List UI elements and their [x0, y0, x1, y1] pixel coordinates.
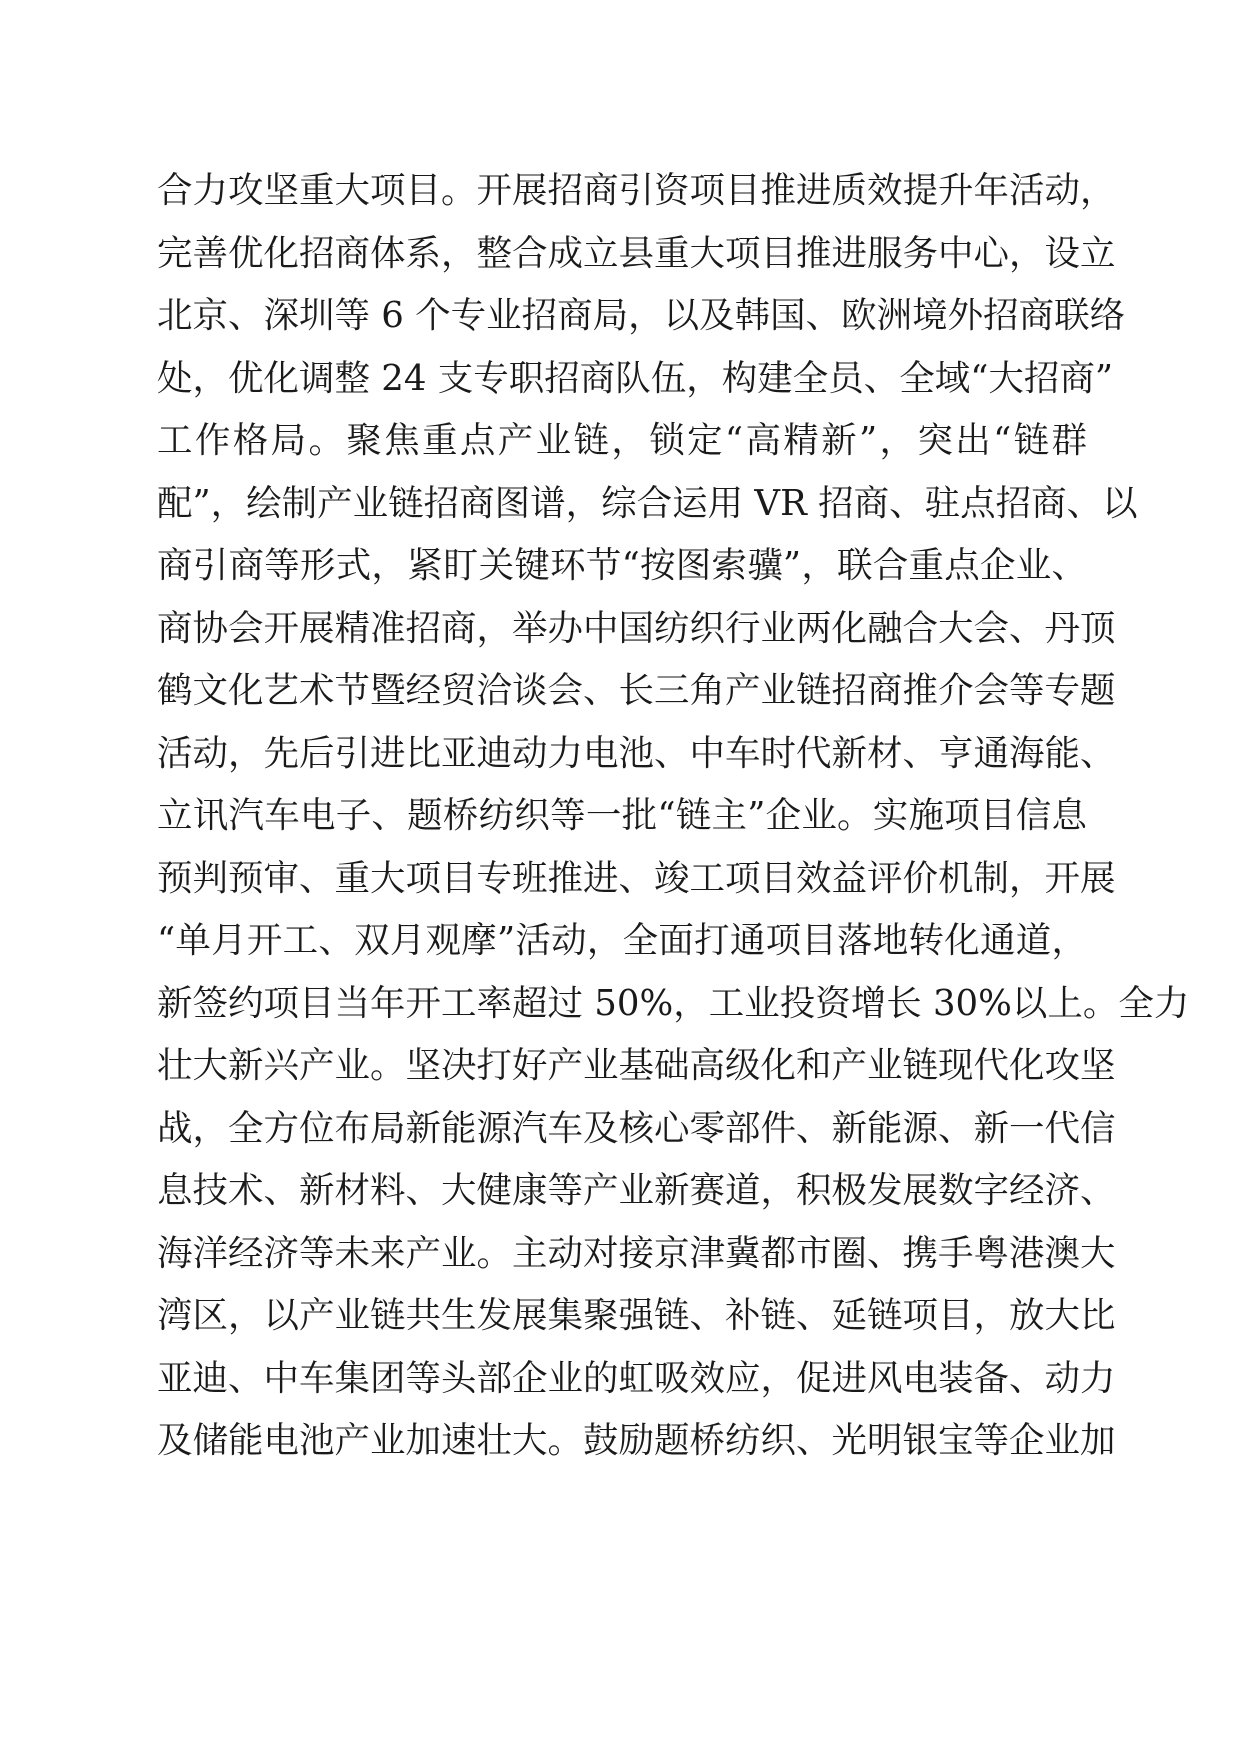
body-text [157, 160, 1190, 1473]
text-line: 鹤文化艺术节暨经贸洽谈会、长三角产业链招商推介会等专题 [157, 670, 1116, 711]
text-line: 合力攻坚重大项目。开展招商引资项目推进质效提升年活动， [157, 170, 1116, 211]
text-line: 北京、深圳等 6 个专业招商局，以及韩国、欧洲境外招商联络 [157, 295, 1126, 336]
text-line: 战，全方位布局新能源汽车及核心零部件、新能源、新一代信 [157, 1107, 1116, 1149]
text-line: 处，优化调整 24 支专职招商队伍，构建全员、全域“大招商” [157, 357, 1114, 399]
text-line: 完善优化招商体系，整合成立县重大项目推进服务中心，设立 [157, 232, 1116, 274]
text-line: 及储能电池产业加速壮大。鼓励题桥纺织、光明银宝等企业加 [157, 1420, 1116, 1461]
text-line: 立讯汽车电子、题桥纺织等一批“链主”企业。实施项目信息 [157, 795, 1087, 836]
text-line: 海洋经济等未来产业。主动对接京津冀都市圈、携手粤港澳大 [157, 1232, 1116, 1274]
text-line: 活动，先后引进比亚迪动力电池、中车时代新材、亨通海能、 [157, 732, 1116, 774]
text-line: 商引商等形式，紧盯关键环节“按图索骥”，联合重点企业、 [157, 545, 1087, 586]
text-line: 工作格局。聚焦重点产业链，锁定“高精新”，突出“链群 [157, 420, 1087, 461]
text-line: 壮大新兴产业。坚决打好产业基础高级化和产业链现代化攻坚 [157, 1045, 1116, 1086]
text-line: 商协会开展精准招商，举办中国纺织行业两化融合大会、丹顶 [157, 607, 1116, 649]
text-line: “单月开工、双月观摩”活动，全面打通项目落地转化通道， [157, 920, 1087, 961]
text-line: 预判预审、重大项目专班推进、竣工项目效益评价机制，开展 [157, 857, 1116, 899]
text-line: 息技术、新材料、大健康等产业新赛道，积极发展数字经济、 [157, 1170, 1116, 1211]
text-line: 新签约项目当年开工率超过 50%，工业投资增长 30%以上。全力 [157, 982, 1190, 1024]
text-line: 湾区，以产业链共生发展集聚强链、补链、延链项目，放大比 [157, 1295, 1116, 1336]
text-line: 亚迪、中车集团等头部企业的虹吸效应，促进风电装备、动力 [157, 1357, 1116, 1399]
text-line: 配”，绘制产业链招商图谱，综合运用 VR 招商、驻点招商、以 [157, 482, 1138, 524]
